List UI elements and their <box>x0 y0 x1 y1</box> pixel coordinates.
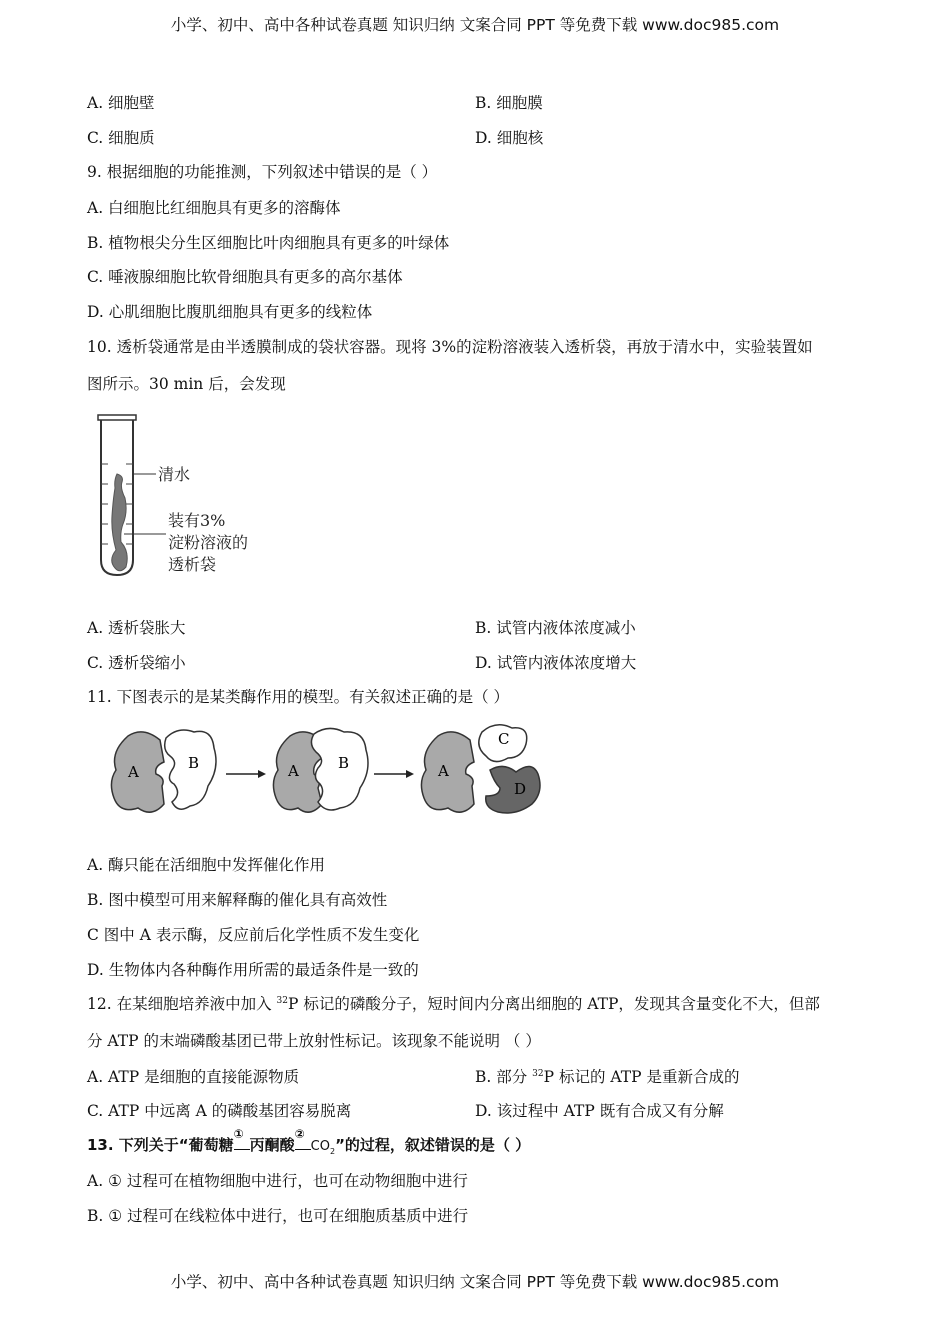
q13-step1-label: ① <box>233 1127 244 1141</box>
label-a-stage1: A <box>128 763 139 781</box>
header-banner: 小学、初中、高中各种试卷真题 知识归纳 文案合同 PPT 等免费下载 www.doc985.com <box>170 16 780 34</box>
q11-option-d: D. 生物体内各种酶作用所需的最适条件是一致的 <box>87 961 419 979</box>
product-d <box>486 766 540 813</box>
label-d: D <box>514 780 527 798</box>
q10-test-tube-figure <box>90 412 290 582</box>
q8-option-a: A. 细胞壁 <box>87 94 155 112</box>
arrow-1-head <box>258 770 266 778</box>
label-a-stage3: A <box>438 762 449 780</box>
q10-option-d: D. 试管内液体浓度增大 <box>475 654 637 672</box>
q9-option-a: A. 白细胞比红细胞具有更多的溶酶体 <box>87 199 341 217</box>
q11-enzyme-model-figure <box>108 722 548 822</box>
footer-banner: 小学、初中、高中各种试卷真题 知识归纳 文案合同 PPT 等免费下载 www.doc985.com <box>170 1273 780 1291</box>
q9-stem-pre: 9. 根据细胞的功能推测，下列叙述中 <box>87 163 340 181</box>
q13-co2-subscript: 2 <box>329 1147 336 1156</box>
q12-isotope-superscript: 32 <box>276 995 288 1006</box>
label-bag-line2: 淀粉溶液的 <box>168 533 249 552</box>
q12-option-c: C. ATP 中远离 A 的磷酸基团容易脱离 <box>87 1102 352 1120</box>
q8-option-b: B. 细胞膜 <box>475 94 543 112</box>
q12-stem-line1 <box>87 992 820 1014</box>
q12-stem-post: P 标记的磷酸分子，短时间内分离出细胞的 ATP，发现其含量变化不大，但部 <box>287 995 820 1013</box>
q12-stem-line2: 分 ATP 的末端磷酸基团已带上放射性标记。该现象不能说明 （ ） <box>87 1032 541 1050</box>
q11-option-a: A. 酶只能在活细胞中发挥催化作用 <box>87 856 326 874</box>
label-a-stage2: A <box>288 762 299 780</box>
q10-option-a: A. 透析袋胀大 <box>87 619 186 637</box>
label-b-stage1: B <box>188 754 200 772</box>
q9-option-b: B. 植物根尖分生区细胞比叶肉细胞具有更多的叶绿体 <box>87 234 450 252</box>
label-water: 清水 <box>158 465 191 484</box>
q8-option-d: D. 细胞核 <box>475 129 544 147</box>
q10-option-b: B. 试管内液体浓度减小 <box>475 619 636 637</box>
q11-stem: 11. 下图表示的是某类酶作用的模型。有关叙述正确的是（ ） <box>87 688 510 706</box>
q13-step1-arrow <box>233 1127 250 1154</box>
label-bag-line3: 透析袋 <box>168 555 217 574</box>
label-b-stage2: B <box>338 754 350 772</box>
q9-option-c: C. 唾液腺细胞比软骨细胞具有更多的高尔基体 <box>87 268 403 286</box>
q12-stem-pre: 12. 在某细胞培养液中加入 <box>87 995 277 1013</box>
q13-step2-arrow <box>294 1127 311 1154</box>
q13-step2-label: ② <box>294 1127 305 1141</box>
label-c: C <box>498 730 510 748</box>
q13-stem <box>87 1127 531 1156</box>
arrow-2-head <box>406 770 414 778</box>
q13-option-a: A. ① 过程可在植物细胞中进行，也可在动物细胞中进行 <box>87 1172 468 1190</box>
q13-co2: CO <box>310 1139 330 1154</box>
q13-stem-pre: 13. 下列关于“葡萄糖 <box>87 1136 234 1154</box>
q10-stem-line2: 图所示。30 min 后，会发现 <box>87 375 286 393</box>
q9-stem-post: 的是（ ） <box>370 163 438 181</box>
dialysis-bag <box>112 474 127 571</box>
q10-stem-line1: 10. 透析袋通常是由半透膜制成的袋状容器。现将 3%的淀粉溶液装入透析袋，再放于清水中，实验装置如 <box>87 338 813 356</box>
q12-option-d: D. 该过程中 ATP 既有合成又有分解 <box>475 1102 724 1120</box>
q13-option-b: B. ① 过程可在线粒体中进行，也可在细胞质基质中进行 <box>87 1207 469 1225</box>
q12-option-b <box>475 1065 739 1087</box>
q11-option-b: B. 图中模型可用来解释酶的催化具有高效性 <box>87 891 388 909</box>
q12-option-b-post: P 标记的 ATP 是重新合成的 <box>543 1068 740 1086</box>
q12-option-a: A. ATP 是细胞的直接能源物质 <box>87 1068 300 1086</box>
q10-option-c: C. 透析袋缩小 <box>87 654 186 672</box>
q12-option-b-superscript: 32 <box>532 1068 544 1079</box>
q9-option-d: D. 心肌细胞比腹肌细胞具有更多的线粒体 <box>87 303 373 321</box>
q12-option-b-pre: B. 部分 <box>475 1068 533 1086</box>
q11-option-c: C 图中 A 表示酶，反应前后化学性质不发生变化 <box>87 926 420 944</box>
label-bag-line1: 装有3% <box>168 511 226 530</box>
q13-mid: 丙酮酸 <box>249 1136 295 1154</box>
q9-stem <box>87 160 437 182</box>
q13-stem-post: ”的过程，叙述错误的是（ ） <box>335 1136 531 1154</box>
q9-stem-emphasis: 错误 <box>339 163 371 181</box>
test-tube-rim <box>98 415 136 420</box>
q8-option-c: C. 细胞质 <box>87 129 155 147</box>
